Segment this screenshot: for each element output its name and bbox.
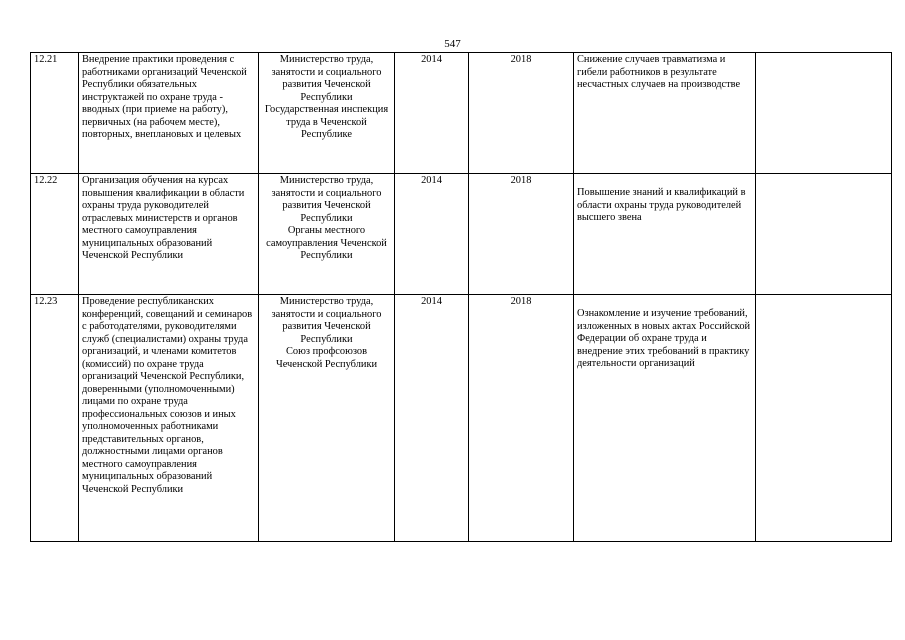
responsible-executors xyxy=(259,174,395,295)
expected-result xyxy=(574,174,756,295)
item-number: 12.23 xyxy=(31,295,79,542)
table-row xyxy=(31,174,892,295)
executor: Органы местного самоуправления Чеченской Республики xyxy=(266,225,387,261)
page-number: 547 xyxy=(444,38,461,50)
responsible-executors xyxy=(259,295,395,542)
start-year: 2014 xyxy=(395,53,469,174)
end-year: 2018 xyxy=(469,53,574,174)
notes-cell xyxy=(756,295,892,542)
end-year: 2018 xyxy=(469,174,574,295)
expected-result xyxy=(574,295,756,542)
responsible-executors xyxy=(259,53,395,174)
measure-description: Внедрение практики проведения с работниками организаций Чеченской Республики обязательных инструктажей по охране труда - вводных (при приеме на работу), первичных (на рабочем месте), повторных, внеплановых и целевых xyxy=(79,53,259,174)
item-number: 12.22 xyxy=(31,174,79,295)
executor: Министерство труда, занятости и социального развития Чеченской Республики xyxy=(271,175,382,224)
start-year: 2014 xyxy=(395,174,469,295)
executor: Государственная инспекция труда в Чеченской Республике xyxy=(264,104,389,140)
item-number: 12.21 xyxy=(31,53,79,174)
measure-description: Организация обучения на курсах повышения квалификации в области охраны труда руководителей отраслевых министерств и органов местного самоуправления муниципальных образований Чеченской Республики xyxy=(79,174,259,295)
expected-result: Снижение случаев травматизма и гибели работников в результате несчастных случаев на производстве xyxy=(574,53,756,174)
executor: Министерство труда, занятости и социального развития Чеченской Республики xyxy=(271,54,382,103)
end-year: 2018 xyxy=(469,295,574,542)
expected-result-text: Повышение знаний и квалификаций в области охраны труда руководителей высшего звена xyxy=(577,187,746,223)
table-row xyxy=(31,295,892,542)
measures-table xyxy=(30,52,892,542)
start-year: 2014 xyxy=(395,295,469,542)
executor: Союз профсоюзов Чеченской Республики xyxy=(275,346,378,370)
expected-result-text: Ознакомление и изучение требований, изложенных в новых актах Российской Федерации об охране труда и внедрение этих требований в практику деятельности организаций xyxy=(577,308,751,369)
table-row xyxy=(31,53,892,174)
notes-cell xyxy=(756,53,892,174)
executor: Министерство труда, занятости и социального развития Чеченской Республики xyxy=(271,296,382,345)
measure-description: Проведение республиканских конференций, совещаний и семинаров с работодателями, руководителями служб (специалистами) охраны труда организаций, и членами комитетов (комиссий) по охране труда организаций Чеченской Республики, доверенными (уполномоченными) лицами по охране труда профессиональных союзов и иных уполномоченных работниками представительных органов, должностными лицами органов местного самоуправления муниципальных образований Чеченской Республики xyxy=(79,295,259,542)
notes-cell xyxy=(756,174,892,295)
